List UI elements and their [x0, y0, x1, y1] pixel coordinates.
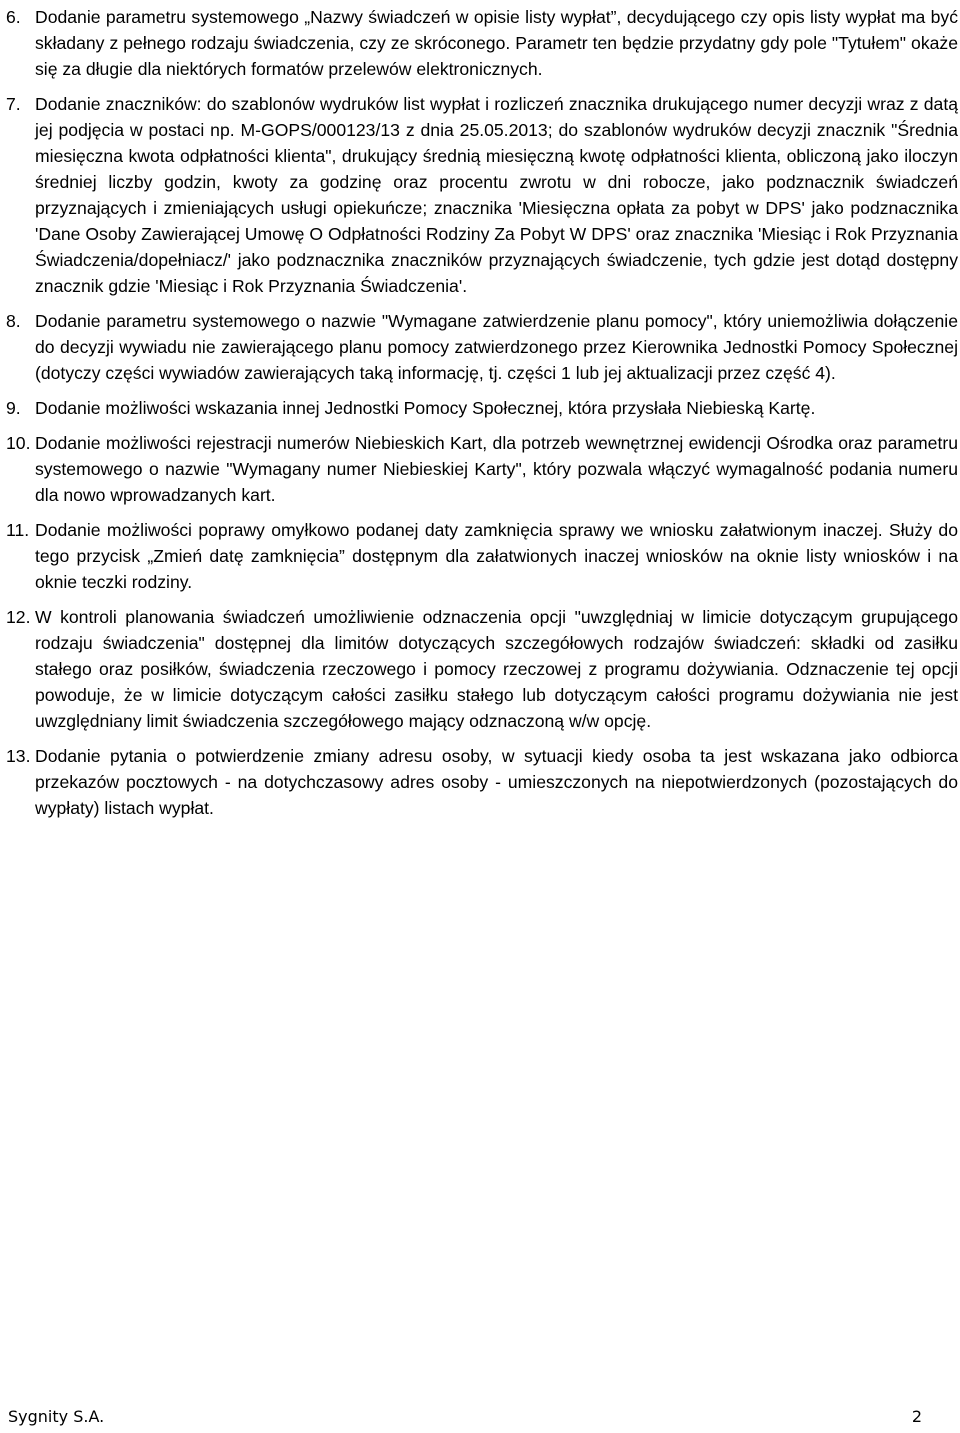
item-text: Dodanie możliwości poprawy omyłkowo podanej daty zamknięcia sprawy we wniosku załatwionym inaczej. Służy do tego przycisk „Zmień datę zamknięcia” dostępnym dla załatwionych inaczej wniosków na oknie listy wniosków i na oknie teczki rodziny.: [35, 520, 958, 592]
list-item: [6, 4, 958, 82]
changes-list: [6, 4, 958, 830]
item-number: 10.: [6, 433, 31, 453]
item-number: 12.: [6, 607, 31, 627]
item-text: Dodanie parametru systemowego „Nazwy świadczeń w opisie listy wypłat”, decydującego czy opis listy wypłat ma być składany z pełnego rodzaju świadczenia, czy ze skróconego. Parametr ten będzie przydatny gdy pole "Tytułem" okaże się za długie dla niektórych formatów przelewów elektronicznych.: [35, 7, 958, 79]
list-item: [6, 430, 958, 508]
item-text: Dodanie pytania o potwierdzenie zmiany adresu osoby, w sytuacji kiedy osoba ta jest wskazana jako odbiorca przekazów pocztowych - na dotychczasowy adres osoby - umieszczonych na niepotwierdzonych (pozostających do wypłaty) listach wypłat.: [35, 746, 958, 818]
item-number: 6.: [6, 7, 21, 27]
item-number: 8.: [6, 311, 21, 331]
item-text: W kontroli planowania świadczeń umożliwienie odznaczenia opcji "uwzględniaj w limicie dotyczącym grupującego rodzaju świadczenia" dostępnej dla limitów dotyczących szczegółowych rodzajów świadczeń: składki od zasiłku stałego oraz posiłków, świadczenia rzeczowego i pomocy rzeczowej z programu dożywiania. Odznaczenie tej opcji powoduje, że w limicie dotyczącym całości zasiłku stałego lub dotyczącym całości programu dożywiania nie jest uwzględniany limit świadczenia szczegółowego mający odznaczoną w/w opcję.: [35, 607, 958, 731]
list-item: [6, 91, 958, 299]
item-text: Dodanie możliwości wskazania innej Jednostki Pomocy Społecznej, która przysłała Niebieską Kartę.: [35, 398, 816, 418]
item-number: 11.: [6, 520, 30, 540]
item-number: 9.: [6, 398, 21, 418]
item-number: 13.: [6, 746, 31, 766]
list-item: [6, 743, 958, 821]
item-text: Dodanie parametru systemowego o nazwie "Wymagane zatwierdzenie planu pomocy", który uniemożliwia dołączenie do decyzji wywiadu nie zawierającego planu pomocy zatwierdzonego przez Kierownika Jednostki Pomocy Społecznej (dotyczy części wywiadów zawierających taką informację, tj. części 1 lub jej aktualizacji przez część 4).: [35, 311, 958, 383]
page-number: 2: [911, 1407, 922, 1426]
item-text: Dodanie możliwości rejestracji numerów Niebieskich Kart, dla potrzeb wewnętrznej ewidencji Ośrodka oraz parametru systemowego o nazwie "Wymagany numer Niebieskiej Karty", który pozwala włączyć wymagalność podania numeru dla nowo wprowadzanych kart.: [35, 433, 958, 505]
company-name: Sygnity S.A.: [8, 1407, 105, 1426]
item-text: Dodanie znaczników: do szablonów wydruków list wypłat i rozliczeń znacznika drukującego numer decyzji wraz z datą jej podjęcia w postaci np. M-GOPS/000123/13 z dnia 25.05.2013; do szablonów wydruków decyzji znacznik "Średnia miesięczna kwota odpłatności klienta", drukujący średnią miesięczną kwotę odpłatności klienta, obliczoną jako iloczyn średniej liczby godzin, kwoty za godzinę oraz procentu zwrotu w dni robocze, jako podznacznik świadczeń przyznających i zmieniających usługi opiekuńcze; znacznika 'Miesięczna opłata za pobyt w DPS' jako podznacznika 'Dane Osoby Zawierającej Umowę O Odpłatności Rodziny Za Pobyt W DPS' oraz znacznika 'Miesiąc i Rok Przyznania Świadczenia/dopełniacz/' jako podznacznika znaczników przyznających świadczenie, tych gdzie jest dotąd dostępny znacznik gdzie 'Miesiąc i Rok Przyznania Świadczenia'.: [35, 94, 958, 296]
list-item: [6, 517, 958, 595]
list-item: [6, 604, 958, 734]
page-footer: [8, 1407, 922, 1427]
item-number: 7.: [6, 94, 21, 114]
list-item: [6, 395, 958, 421]
list-item: [6, 308, 958, 386]
